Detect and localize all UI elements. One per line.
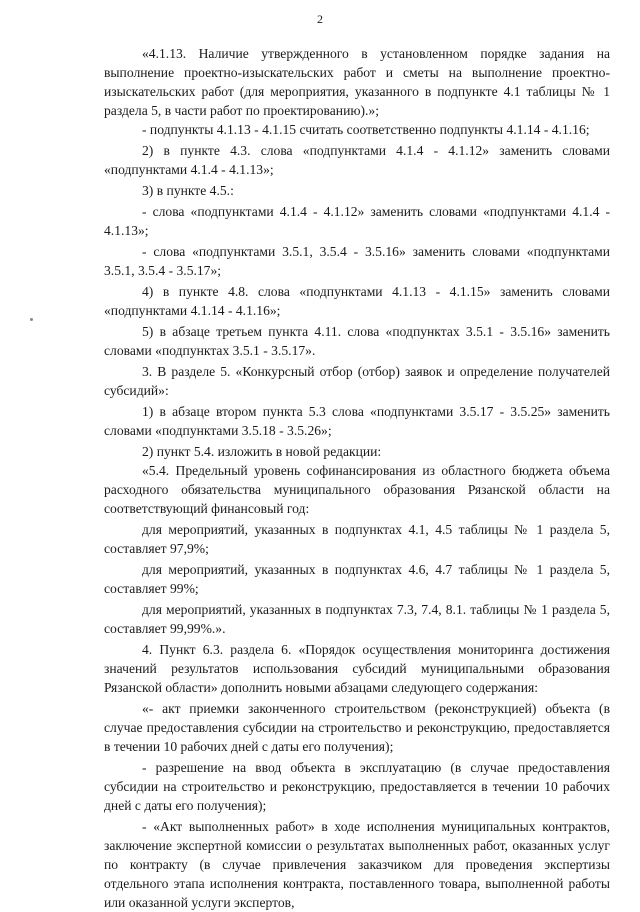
paragraph-item-2: 2) в пункте 4.3. слова «подпунктами 4.1.4 - 4.1.12» заменить словами «подпунктами 4.1.4 - 4.1.13»; [104, 143, 610, 177]
paragraph-act-works: - «Акт выполненных работ» в ходе исполнения муниципальных контрактов, заключение экспертной комиссии о результатах выполненных работ, оказанных услуг по контракту (в случае привлечения заказчиком для проведения экспертизы отдельного этапа исполнения контракта, поставленного товара, выполненной работы или оказанной услуги экспертов, [104, 819, 610, 910]
paragraph-item-3-a: - слова «подпунктами 4.1.4 - 4.1.12» заменить словами «подпунктами 4.1.4 - 4.1.13»; [104, 204, 610, 238]
paragraph-renumber: - подпункты 4.1.13 - 4.1.15 считать соответственно подпункты 4.1.14 - 4.1.16; [142, 122, 590, 137]
paragraph-item-3-b: - слова «подпунктами 3.5.1, 3.5.4 - 3.5.16» заменить словами «подпунктами 3.5.1, 3.5.4 - 3.5.17»; [104, 244, 610, 278]
paragraph-section-6: 4. Пункт 6.3. раздела 6. «Порядок осуществления мониторинга достижения значений результатов использования субсидий муниципальными образования Рязанской области» дополнить новыми абзацами следующего содержания: [104, 642, 610, 695]
document-body [104, 44, 610, 912]
paragraph-item-5: 5) в абзаце третьем пункта 4.11. слова «подпунктах 3.5.1 - 3.5.16» заменить словами «подпунктах 3.5.1 - 3.5.17». [104, 324, 610, 358]
paragraph-4-1-13: «4.1.13. Наличие утвержденного в установленном порядке задания на выполнение проектно-изыскательских работ и сметы на выполнение проектно-изыскательских работ (для мероприятия, указанного в подпункте 4.1 таблицы № 1 раздела 5, в части работ по проектированию).»; [104, 46, 610, 118]
paragraph-permit: - разрешение на ввод объекта в эксплуатацию (в случае предоставления субсидии на строительство и реконструкцию, предоставляется в течении 10 рабочих дней с даты его получения); [104, 760, 610, 813]
page-number: 2 [317, 12, 323, 26]
paragraph-section-5-item-1: 1) в абзаце втором пункта 5.3 слова «подпунктами 3.5.17 - 3.5.25» заменить словами «подпунктами 3.5.18 - 3.5.26»; [104, 404, 610, 438]
paragraph-item-4: 4) в пункте 4.8. слова «подпунктами 4.1.13 - 4.1.15» заменить словами «подпунктами 4.1.14 - 4.1.16»; [104, 284, 610, 318]
paragraph-act-acceptance: «- акт приемки законченного строительством (реконструкцией) объекта (в случае предоставления субсидии на строительство и реконструкцию, предоставляется в течении 10 рабочих дней с даты его получения); [104, 701, 610, 754]
paragraph-rate-99-99: для мероприятий, указанных в подпунктах 7.3, 7.4, 8.1. таблицы № 1 раздела 5, составляет 99,99%.». [104, 602, 610, 636]
paragraph-section-5-item-2: 2) пункт 5.4. изложить в новой редакции: [142, 444, 382, 459]
paragraph-rate-97-9: для мероприятий, указанных в подпунктах 4.1, 4.5 таблицы № 1 раздела 5, составляет 97,9%; [104, 522, 610, 556]
paragraph-item-3: 3) в пункте 4.5.: [142, 183, 234, 198]
margin-dot [30, 318, 33, 321]
paragraph-section-5: 3. В разделе 5. «Конкурсный отбор (отбор) заявок и определение получателей субсидий»: [104, 364, 610, 398]
paragraph-5-4: «5.4. Предельный уровень софинансирования из областного бюджета объема расходного обязательства муниципального образования Рязанской области на соответствующий финансовый год: [104, 463, 610, 516]
paragraph-rate-99: для мероприятий, указанных в подпунктах 4.6, 4.7 таблицы № 1 раздела 5, составляет 99%; [104, 562, 610, 596]
